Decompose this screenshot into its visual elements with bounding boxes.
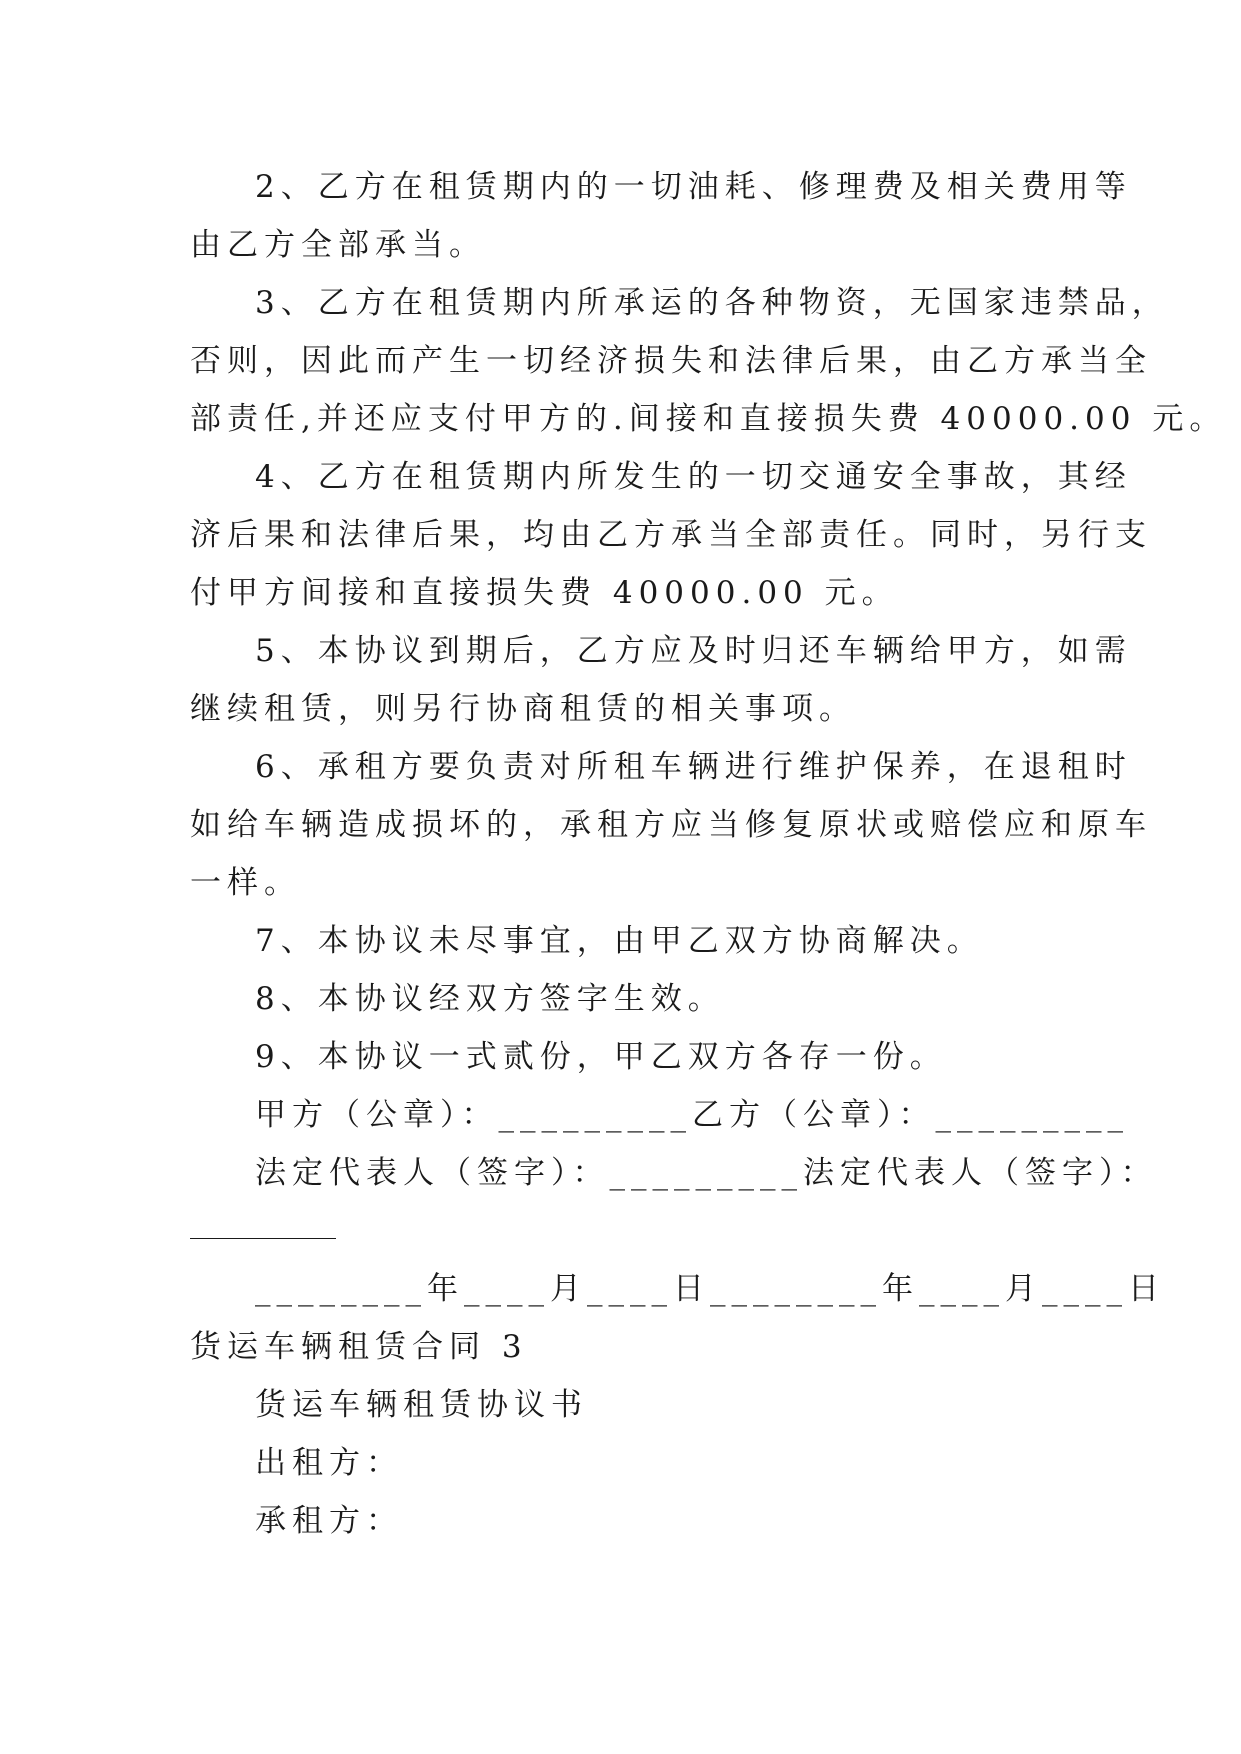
clause-4-line-1: 4、乙方在租赁期内所发生的一切交通安全事故，其经 <box>255 459 1132 495</box>
clause-2-line-2: 由乙方全部承当。 <box>190 227 486 263</box>
clause-3-line-3: 部责任,并还应支付甲方的.间接和直接损失费 40000.00 元。 <box>190 401 1227 437</box>
clause-8: 8、本协议经双方签字生效。 <box>255 981 725 1017</box>
clause-5-line-1: 5、本协议到期后，乙方应及时归还车辆给甲方，如需 <box>255 633 1132 669</box>
agreement-title: 货运车辆租赁协议书 <box>255 1387 588 1423</box>
clause-6-line-1: 6、承租方要负责对所租车辆进行维护保养，在退租时 <box>255 749 1132 785</box>
signature-blank-rule <box>190 1238 336 1239</box>
clause-4-line-2: 济后果和法律后果，均由乙方承当全部责任。同时，另行支 <box>190 517 1152 553</box>
signature-line: 法定代表人（签字）：_________法定代表人（签字）： <box>255 1155 1158 1191</box>
seal-line: 甲方（公章）：_________乙方（公章）：_________ <box>255 1097 1129 1133</box>
clause-3-line-2: 否则，因此而产生一切经济损失和法律后果，由乙方承当全 <box>190 343 1152 379</box>
clause-4-line-3: 付甲方间接和直接损失费 40000.00 元。 <box>190 575 899 611</box>
section-title: 货运车辆租赁合同 3 <box>190 1329 528 1365</box>
date-line: ________年____月____日________年____月____日 <box>255 1271 1165 1307</box>
clause-6-line-3: 一样。 <box>190 865 301 901</box>
clause-9: 9、本协议一式贰份，甲乙双方各存一份。 <box>255 1039 947 1075</box>
clause-6-line-2: 如给车辆造成损坏的，承租方应当修复原状或赔偿应和原车 <box>190 807 1152 843</box>
lessor-label: 出租方： <box>255 1445 403 1481</box>
clause-5-line-2: 继续租赁，则另行协商租赁的相关事项。 <box>190 691 856 727</box>
lessee-label: 承租方： <box>255 1503 403 1539</box>
clause-2-line-1: 2、乙方在租赁期内的一切油耗、修理费及相关费用等 <box>255 169 1132 205</box>
clause-3-line-1: 3、乙方在租赁期内所承运的各种物资，无国家违禁品， <box>255 285 1169 321</box>
clause-7: 7、本协议未尽事宜，由甲乙双方协商解决。 <box>255 923 984 959</box>
